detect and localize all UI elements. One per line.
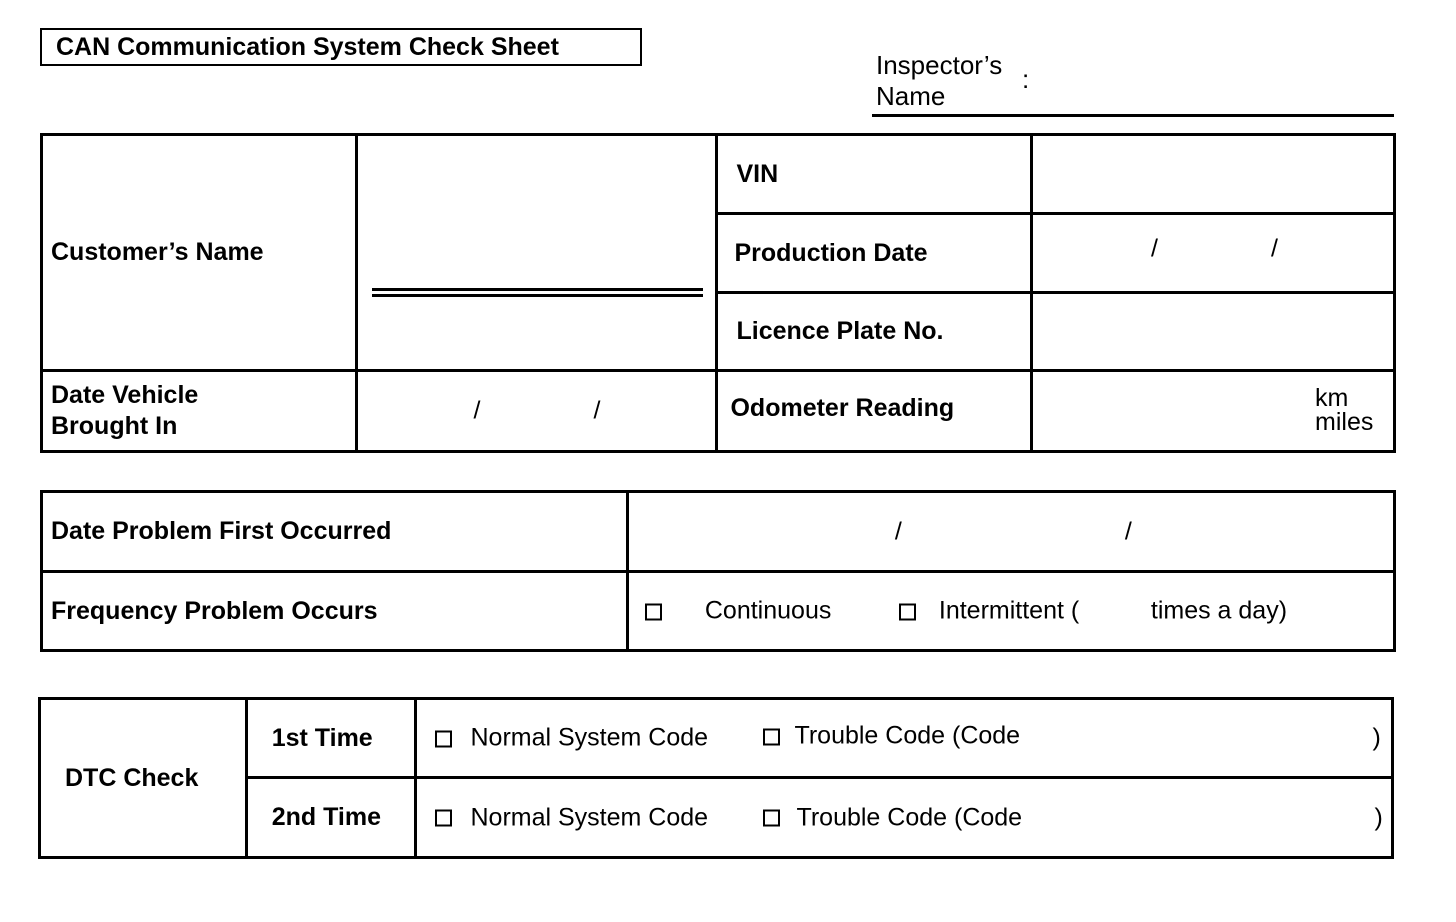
vehicle-info-table [40,133,1396,453]
checkbox-icon[interactable] [435,810,452,827]
inspector-name-label [876,50,1002,112]
inspector-colon: : [1022,64,1030,94]
dtc-row [415,778,1393,858]
customer-name-label: Customer’s Name [42,135,357,371]
date-slash: / [1124,517,1132,545]
checkbox-icon[interactable] [435,730,452,747]
checkbox-icon[interactable] [763,728,780,745]
customer-name-double-rule [372,288,704,297]
date-first-occurred-field[interactable] [627,492,1394,572]
odometer-label: Odometer Reading [717,371,1032,452]
date-slash: / [894,517,902,545]
customer-name-field[interactable] [356,135,717,371]
date-first-occurred-label: Date Problem First Occurred [42,492,628,572]
unit-km: km [1315,384,1349,412]
dtc-time-label: 1st Time [246,699,415,778]
odometer-units [1315,386,1373,434]
dtc-row [415,699,1393,778]
trouble-code-label: Trouble Code (Code [794,721,1021,750]
normal-code-checkbox[interactable] [435,724,460,753]
date-slash: / [593,396,601,425]
normal-code-label: Normal System Code [470,803,709,831]
licence-plate-field[interactable] [1032,293,1395,371]
unit-miles: miles [1315,408,1374,436]
production-date-label: Production Date [717,214,1032,293]
continuous-label: Continuous [704,596,832,625]
vin-label: VIN [717,135,1032,214]
vin-field[interactable] [1032,135,1395,214]
date-slash: / [473,396,481,425]
inspector-name-field[interactable] [872,114,1394,117]
continuous-option[interactable] [645,597,670,626]
production-date-field[interactable] [1032,214,1395,293]
trouble-code-checkbox[interactable] [763,803,788,832]
frequency-label: Frequency Problem Occurs [42,572,628,651]
inspector-label-line1: Inspector’s [876,50,1003,80]
times-a-day-label: times a day) [1150,596,1288,625]
date-slash: / [1151,234,1158,263]
intermittent-checkbox[interactable] [899,603,916,620]
licence-plate-label: Licence Plate No. [717,293,1032,371]
trouble-code-close: ) [1374,803,1383,831]
inspector-label-line2: Name [876,81,946,111]
date-brought-in-line1: Date Vehicle [51,381,199,409]
date-brought-in-line2: Brought In [51,412,178,440]
dtc-time-label: 2nd Time [246,778,415,858]
trouble-code-checkbox[interactable] [763,722,788,751]
sheet-title: CAN Communication System Check Sheet [40,28,642,66]
intermittent-label: Intermittent ( [938,596,1080,625]
odometer-field[interactable] [1032,371,1395,452]
normal-code-checkbox[interactable] [435,803,460,832]
dtc-check-table [38,697,1394,859]
checkbox-icon[interactable] [763,810,780,827]
problem-info-table [40,490,1396,652]
date-brought-in-label [42,371,357,452]
continuous-checkbox[interactable] [645,603,662,620]
date-brought-in-field[interactable] [356,371,717,452]
intermittent-option[interactable] [899,597,924,626]
frequency-options [627,572,1394,651]
trouble-code-close: ) [1372,723,1381,752]
date-slash: / [1271,234,1278,263]
trouble-code-label: Trouble Code (Code [796,803,1023,831]
normal-code-label: Normal System Code [470,723,709,752]
dtc-check-label: DTC Check [40,699,247,858]
